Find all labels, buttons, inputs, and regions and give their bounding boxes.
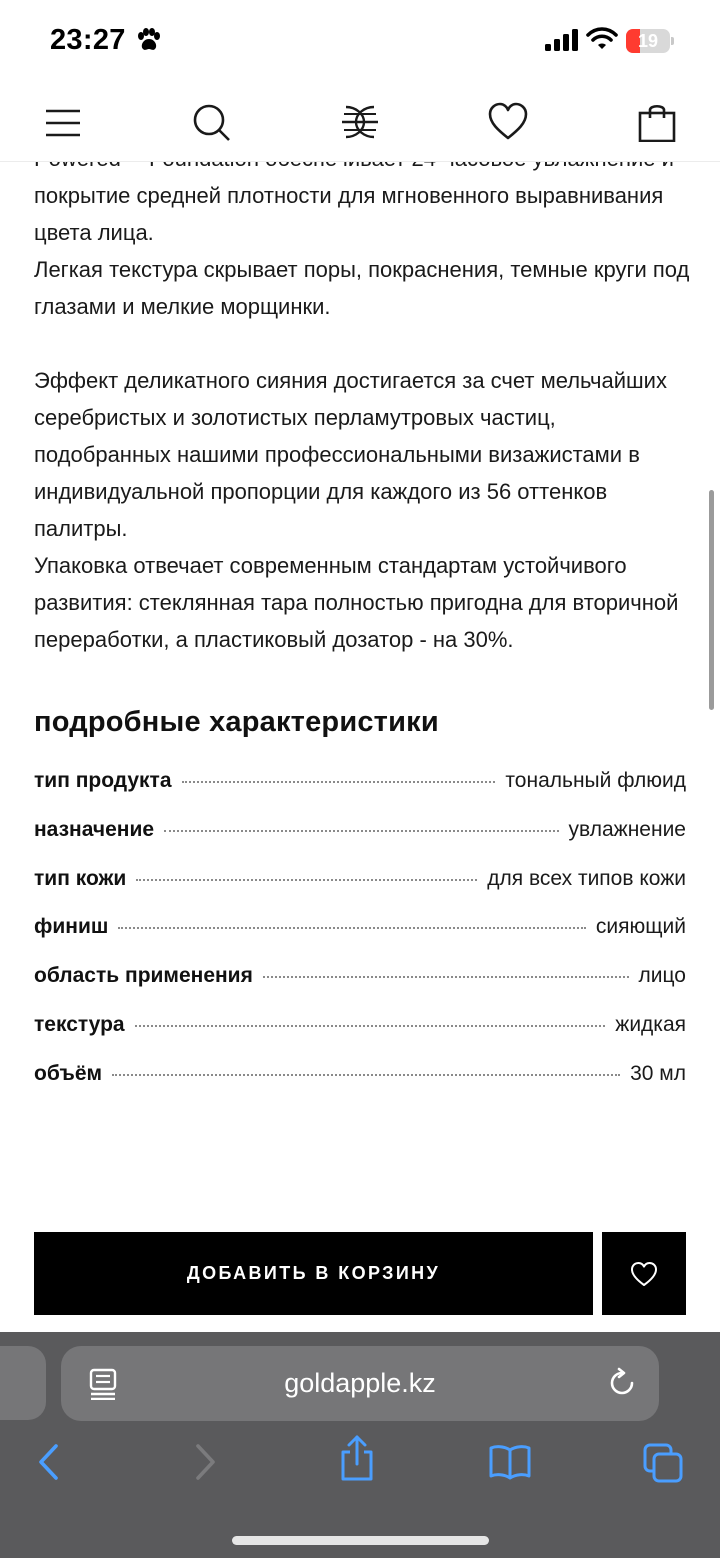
spec-row (34, 915, 686, 964)
specs-list (34, 769, 686, 1111)
spec-label: назначение (34, 817, 155, 841)
spec-value: 30 мл (630, 1061, 686, 1085)
spec-dots (263, 976, 629, 978)
description-text: Эффект деликатного сияния достигается за счет мельчайших серебристых и золотистых перламутровых частиц, подобранных нашими профессиональными визажистами в индивидуальной пропорции для каждого из 56 оттенков палитры. (34, 368, 667, 541)
scroll-indicator[interactable] (709, 490, 714, 710)
add-to-favorites-button[interactable] (602, 1232, 686, 1315)
spec-row (34, 1013, 686, 1062)
spec-value: для всех типов кожи (487, 866, 686, 890)
add-to-cart-button[interactable] (34, 1232, 593, 1315)
spec-dots (118, 927, 586, 929)
battery-level: 19 (637, 31, 659, 51)
status-bar (0, 0, 720, 82)
spec-value: тональный флюид (505, 769, 686, 792)
menu-icon[interactable] (43, 102, 83, 142)
spec-dots (164, 830, 559, 832)
spec-row (34, 964, 686, 1013)
spec-label: финиш (34, 915, 109, 939)
bookmarks-icon[interactable] (488, 1444, 532, 1480)
app-header (0, 82, 720, 162)
url-text: goldapple.kz (284, 1368, 436, 1398)
spec-dots (112, 1074, 620, 1076)
back-icon[interactable] (36, 1442, 62, 1482)
reload-icon[interactable] (606, 1367, 638, 1399)
spec-value: сияющий (595, 915, 686, 939)
paw-icon (135, 27, 161, 53)
home-indicator (232, 1536, 489, 1545)
shopping-bag-icon[interactable] (637, 102, 677, 142)
share-icon[interactable] (338, 1434, 376, 1482)
spec-label: объём (34, 1061, 103, 1085)
tabs-icon[interactable] (642, 1442, 684, 1484)
reader-icon[interactable] (88, 1368, 118, 1400)
status-time: 23:27 (50, 24, 126, 56)
product-description (34, 140, 694, 658)
spec-row (34, 867, 686, 916)
heart-icon[interactable] (488, 102, 528, 142)
forward-icon (192, 1442, 218, 1482)
spec-value: жидкая (615, 1012, 686, 1036)
brand-logo-icon[interactable] (340, 102, 380, 142)
spec-label: область применения (34, 964, 253, 988)
specs-title: подробные характеристики (34, 706, 439, 738)
previous-tab-preview[interactable] (0, 1346, 46, 1420)
spec-value: лицо (638, 964, 686, 988)
spec-label: тип кожи (34, 866, 127, 890)
spec-dots (136, 879, 477, 881)
battery-indicator (626, 29, 674, 53)
spec-label: тип продукта (34, 769, 172, 792)
spec-label: текстура (34, 1012, 125, 1036)
add-to-cart-label: ДОБАВИТЬ В КОРЗИНУ (186, 1263, 441, 1283)
spec-dots (182, 781, 496, 783)
spec-row (34, 1062, 686, 1111)
spec-row (34, 769, 686, 818)
wifi-icon (586, 27, 618, 51)
spec-row (34, 818, 686, 867)
product-details (34, 140, 694, 1111)
browser-toolbar (0, 1332, 720, 1558)
description-text: покрытие средней плотности для мгновенного выравнивания цвета лица. (34, 183, 664, 245)
spec-value: увлажнение (568, 817, 686, 841)
heart-icon (630, 1261, 658, 1287)
spec-dots (135, 1025, 606, 1027)
signal-icon (545, 29, 579, 51)
description-text: Упаковка отвечает современным стандартам устойчивого развития: стеклянная тара полностью пригодна для вторичной переработки, а пластиковый дозатор - на 30%. (34, 553, 679, 652)
address-bar[interactable] (61, 1346, 659, 1421)
description-text: Легкая текстура скрывает поры, покраснения, темные круги под глазами и мелкие морщинки. (34, 257, 690, 319)
search-icon[interactable] (191, 102, 231, 142)
